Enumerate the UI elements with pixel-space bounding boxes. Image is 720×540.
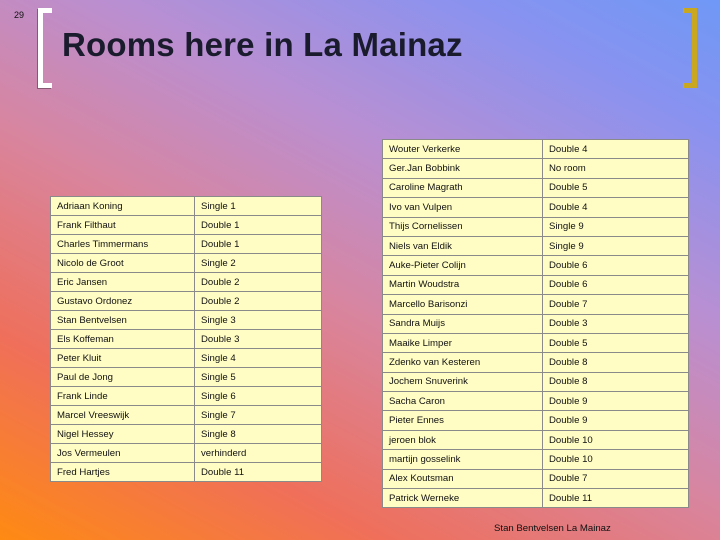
room-cell: Single 3 [195, 311, 322, 330]
room-cell: Double 2 [195, 292, 322, 311]
guest-name-cell: Thijs Cornelissen [383, 217, 543, 236]
room-cell: Double 7 [543, 469, 689, 488]
table-row [51, 311, 322, 330]
room-table-left [50, 196, 322, 482]
guest-name-cell: Maaike Limper [383, 333, 543, 352]
table-row [383, 450, 689, 469]
room-cell: Double 5 [543, 333, 689, 352]
room-cell: Double 2 [195, 273, 322, 292]
guest-name-cell: jeroen blok [383, 430, 543, 449]
guest-name-cell: Niels van Eldik [383, 236, 543, 255]
room-cell: Double 11 [543, 489, 689, 508]
table-row [51, 235, 322, 254]
room-cell: Double 1 [195, 216, 322, 235]
guest-name-cell: Pieter Ennes [383, 411, 543, 430]
guest-name-cell: Alex Koutsman [383, 469, 543, 488]
guest-name-cell: Ivo van Vulpen [383, 198, 543, 217]
guest-name-cell: Adriaan Koning [51, 197, 195, 216]
guest-name-cell: Stan Bentvelsen [51, 311, 195, 330]
room-cell: Double 4 [543, 198, 689, 217]
room-cell: Double 6 [543, 256, 689, 275]
room-cell: Double 7 [543, 295, 689, 314]
room-cell: Single 6 [195, 387, 322, 406]
guest-name-cell: Frank Linde [51, 387, 195, 406]
table-row [51, 425, 322, 444]
table-row [383, 295, 689, 314]
guest-name-cell: Ger.Jan Bobbink [383, 159, 543, 178]
room-cell: Single 9 [543, 217, 689, 236]
guest-name-cell: Eric Jansen [51, 273, 195, 292]
table-row [383, 411, 689, 430]
room-cell: verhinderd [195, 444, 322, 463]
room-cell: Single 9 [543, 236, 689, 255]
guest-name-cell: Gustavo Ordonez [51, 292, 195, 311]
table-row [51, 406, 322, 425]
table-row [51, 444, 322, 463]
guest-name-cell: Charles Timmermans [51, 235, 195, 254]
table-row [383, 217, 689, 236]
room-cell: Double 9 [543, 411, 689, 430]
table-row [383, 256, 689, 275]
slide-title: Rooms here in La Mainaz [62, 26, 463, 63]
guest-name-cell: Nigel Hessey [51, 425, 195, 444]
room-cell: Single 1 [195, 197, 322, 216]
table-row [383, 236, 689, 255]
table-row [51, 292, 322, 311]
table-row [51, 216, 322, 235]
room-cell: Single 7 [195, 406, 322, 425]
table-row [383, 430, 689, 449]
room-cell: Single 5 [195, 368, 322, 387]
room-cell: Double 9 [543, 392, 689, 411]
room-cell: Double 3 [195, 330, 322, 349]
room-cell: Double 5 [543, 178, 689, 197]
title-bracket-right [683, 8, 697, 88]
room-cell: Double 8 [543, 372, 689, 391]
table-row [51, 197, 322, 216]
room-cell: Double 1 [195, 235, 322, 254]
guest-name-cell: Marcel Vreeswijk [51, 406, 195, 425]
guest-name-cell: Auke-Pieter Colijn [383, 256, 543, 275]
room-cell: Double 10 [543, 430, 689, 449]
guest-name-cell: Zdenko van Kesteren [383, 353, 543, 372]
room-cell: Double 11 [195, 463, 322, 482]
table-row [383, 489, 689, 508]
guest-name-cell: Fred Hartjes [51, 463, 195, 482]
table-row [383, 178, 689, 197]
guest-name-cell: Patrick Werneke [383, 489, 543, 508]
table-row [51, 368, 322, 387]
room-cell: Single 8 [195, 425, 322, 444]
room-table-right [382, 139, 689, 508]
table-row [51, 330, 322, 349]
table-row [383, 333, 689, 352]
table-row [383, 372, 689, 391]
table-row [51, 349, 322, 368]
room-cell: Single 2 [195, 254, 322, 273]
guest-name-cell: Martin Woudstra [383, 275, 543, 294]
room-cell: Double 6 [543, 275, 689, 294]
room-cell: Double 10 [543, 450, 689, 469]
table-row [51, 273, 322, 292]
table-row [383, 198, 689, 217]
table-row [383, 140, 689, 159]
guest-name-cell: Wouter Verkerke [383, 140, 543, 159]
table-row [383, 353, 689, 372]
table-row [383, 469, 689, 488]
table-row [383, 159, 689, 178]
guest-name-cell: Jochem Snuverink [383, 372, 543, 391]
guest-name-cell: Nicolo de Groot [51, 254, 195, 273]
room-cell: Double 4 [543, 140, 689, 159]
slide-number: 29 [14, 10, 25, 20]
table-row [51, 463, 322, 482]
guest-name-cell: Frank Filthaut [51, 216, 195, 235]
guest-name-cell: martijn gosselink [383, 450, 543, 469]
guest-name-cell: Sacha Caron [383, 392, 543, 411]
title-bracket-left [38, 8, 52, 88]
table-row [383, 314, 689, 333]
guest-name-cell: Peter Kluit [51, 349, 195, 368]
guest-name-cell: Caroline Magrath [383, 178, 543, 197]
guest-name-cell: Sandra Muijs [383, 314, 543, 333]
guest-name-cell: Els Koffeman [51, 330, 195, 349]
table-row [383, 275, 689, 294]
table-row [51, 387, 322, 406]
room-cell: No room [543, 159, 689, 178]
table-row [383, 392, 689, 411]
table-row [51, 254, 322, 273]
footer-text: Stan Bentvelsen La Mainaz [494, 523, 611, 534]
room-cell: Single 4 [195, 349, 322, 368]
room-cell: Double 3 [543, 314, 689, 333]
guest-name-cell: Marcello Barisonzi [383, 295, 543, 314]
guest-name-cell: Paul de Jong [51, 368, 195, 387]
guest-name-cell: Jos Vermeulen [51, 444, 195, 463]
room-cell: Double 8 [543, 353, 689, 372]
